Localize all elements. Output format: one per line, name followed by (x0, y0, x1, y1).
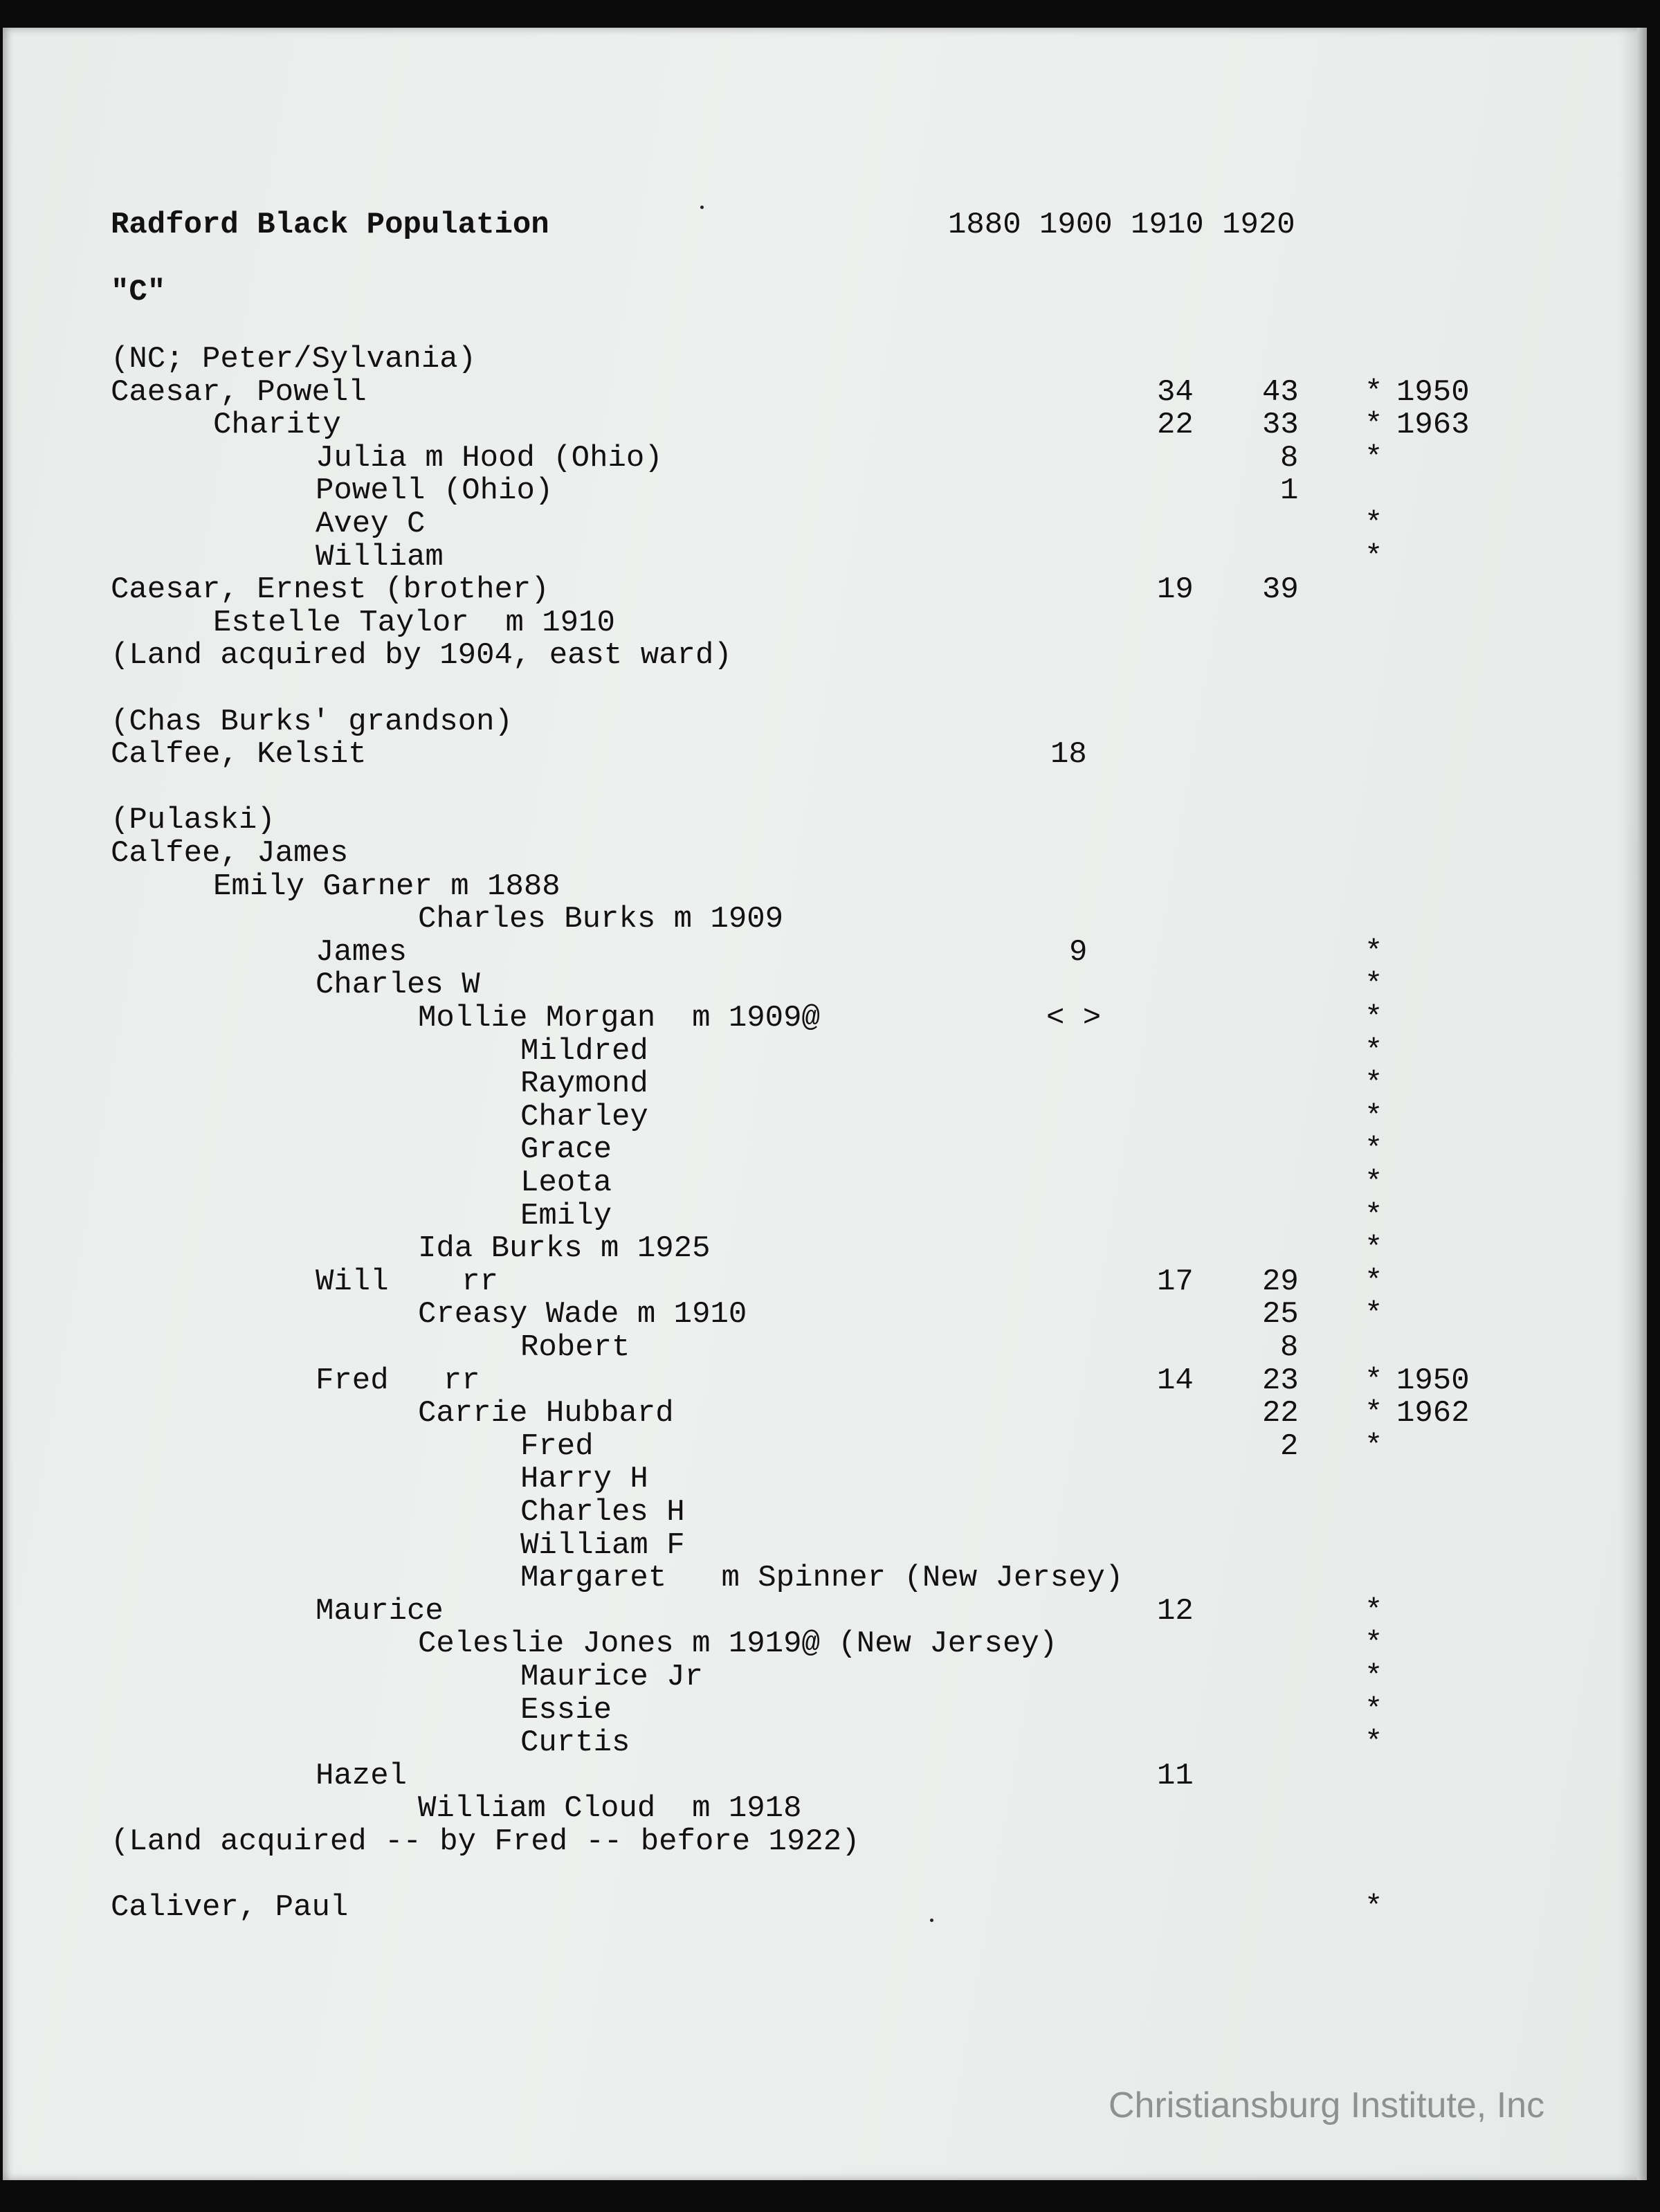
entry-name: Caesar, Ernest (brother) (111, 572, 549, 607)
count-1910: 22 (1157, 408, 1194, 442)
entry-name: Emily (520, 1199, 612, 1233)
count-1920: 8 (1280, 441, 1299, 475)
count-1900: < > (1046, 1001, 1102, 1035)
entry-name: Charley (520, 1100, 648, 1134)
entry-name: Fred rr (316, 1363, 480, 1398)
census-mark: * (1365, 1231, 1383, 1266)
count-1910: 19 (1157, 572, 1194, 607)
entry-name: (Land acquired -- by Fred -- before 1922) (111, 1824, 860, 1859)
entry-name: (Pulaski) (111, 803, 275, 837)
count-1920: 39 (1262, 572, 1299, 607)
census-mark: * (1365, 1725, 1383, 1760)
entry-name: Celeslie Jones m 1919@ (New Jersey) (418, 1626, 1058, 1661)
entry-name: Powell (Ohio) (316, 473, 554, 508)
count-1910: 14 (1157, 1363, 1194, 1398)
entry-name: Curtis (520, 1725, 630, 1760)
census-mark: * (1365, 1100, 1383, 1134)
census-mark: * (1365, 1396, 1383, 1431)
count-1920: 2 (1280, 1429, 1299, 1464)
count-1920: 25 (1262, 1297, 1299, 1332)
count-1920: 1 (1280, 473, 1299, 508)
census-mark: * (1365, 441, 1383, 475)
census-mark: * (1365, 1660, 1383, 1694)
entry-name: Mildred (520, 1034, 648, 1069)
entry-name: (Chas Burks' grandson) (111, 705, 513, 739)
count-1920: 22 (1262, 1396, 1299, 1431)
entry-name: Carrie Hubbard (418, 1396, 674, 1431)
watermark: Christiansburg Institute, Inc (1109, 2085, 1545, 2125)
census-mark: * (1365, 1429, 1383, 1464)
entry-name: (NC; Peter/Sylvania) (111, 342, 477, 377)
entry-name: Grace (520, 1132, 612, 1167)
count-1910: 34 (1157, 375, 1194, 410)
death-year-note: 1950 (1396, 375, 1470, 410)
death-year-note: 1962 (1396, 1396, 1470, 1431)
entry-name: Ida Burks m 1925 (418, 1231, 711, 1266)
census-mark: * (1365, 1594, 1383, 1629)
count-1920: 29 (1262, 1264, 1299, 1299)
entry-name: Calfee, James (111, 836, 349, 871)
census-mark: * (1365, 507, 1383, 541)
entry-name: Charles H (520, 1495, 685, 1530)
page-edge (1637, 28, 1647, 2180)
census-mark: * (1365, 935, 1383, 970)
entry-name: Essie (520, 1693, 612, 1728)
entry-name: William F (520, 1528, 685, 1563)
census-mark: * (1365, 1693, 1383, 1728)
census-mark: * (1365, 1001, 1383, 1035)
entry-name: Leota (520, 1166, 612, 1200)
census-mark: * (1365, 968, 1383, 1002)
entry-name: Raymond (520, 1067, 648, 1101)
count-1910: 11 (1157, 1759, 1194, 1793)
entry-name: Mollie Morgan m 1909@ (418, 1001, 820, 1035)
entry-name: Charles W (316, 968, 480, 1002)
census-mark: * (1365, 1264, 1383, 1299)
section-letter: "C" (111, 275, 166, 309)
entry-name: Margaret m Spinner (New Jersey) (520, 1561, 1124, 1595)
entry-name: Maurice (316, 1594, 444, 1629)
entry-name: (Land acquired by 1904, east ward) (111, 638, 732, 673)
entry-name: Estelle Taylor m 1910 (213, 606, 615, 640)
entry-name: Harry H (520, 1462, 648, 1496)
death-year-note: 1963 (1396, 408, 1470, 442)
count-1910: 12 (1157, 1594, 1194, 1629)
paper-speck (700, 206, 704, 209)
entry-name: Avey C (316, 507, 426, 541)
death-year-note: 1950 (1396, 1363, 1470, 1398)
entry-name: William (316, 540, 444, 574)
census-mark: * (1365, 1890, 1383, 1925)
count-1910: 17 (1157, 1264, 1194, 1299)
entry-name: Julia m Hood (Ohio) (316, 441, 663, 475)
entry-name: Maurice Jr (520, 1660, 704, 1694)
entry-name: Will rr (316, 1264, 499, 1299)
census-mark: * (1365, 1132, 1383, 1167)
entry-name: William Cloud m 1918 (418, 1791, 802, 1826)
census-mark: * (1365, 1034, 1383, 1069)
census-mark: * (1365, 1199, 1383, 1233)
census-mark: * (1365, 1067, 1383, 1101)
entry-name: Charles Burks m 1909 (418, 902, 784, 936)
census-mark: * (1365, 375, 1383, 410)
year-columns-header: 1880 1900 1910 1920 (948, 208, 1295, 242)
entry-name: Creasy Wade m 1910 (418, 1297, 747, 1332)
paper-speck (930, 1919, 933, 1922)
entry-name: James (316, 935, 408, 970)
entry-name: Hazel (316, 1759, 408, 1793)
count-1920: 23 (1262, 1363, 1299, 1398)
entry-name: Caliver, Paul (111, 1890, 349, 1925)
count-1900: 18 (1050, 737, 1087, 772)
census-mark: * (1365, 1626, 1383, 1661)
entry-name: Calfee, Kelsit (111, 737, 367, 772)
count-1900: 9 (1069, 935, 1088, 970)
count-1920: 8 (1280, 1330, 1299, 1365)
census-mark: * (1365, 1297, 1383, 1332)
census-mark: * (1365, 540, 1383, 574)
entry-name: Emily Garner m 1888 (213, 869, 560, 904)
page-title: Radford Black Population (111, 208, 549, 242)
census-mark: * (1365, 1363, 1383, 1398)
entry-name: Fred (520, 1429, 594, 1464)
entry-name: Caesar, Powell (111, 375, 367, 410)
entry-name: Robert (520, 1330, 630, 1365)
count-1920: 43 (1262, 375, 1299, 410)
census-mark: * (1365, 408, 1383, 442)
count-1920: 33 (1262, 408, 1299, 442)
census-mark: * (1365, 1166, 1383, 1200)
entry-name: Charity (213, 408, 341, 442)
